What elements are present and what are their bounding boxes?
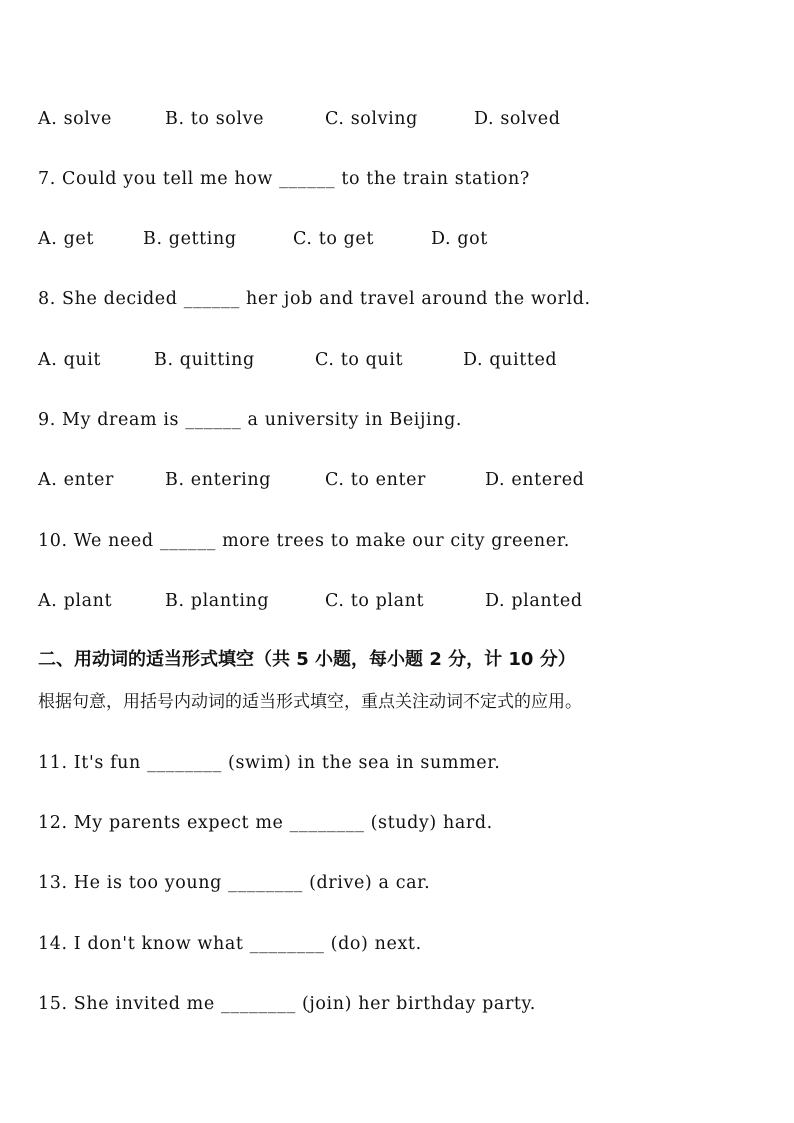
- q8-stem: 8. She decided ______ her job and travel around the world.: [38, 289, 591, 309]
- fill-item-13: 13. He is too young ________ (drive) a car.: [38, 873, 431, 893]
- q8-option-d: D. quitted: [463, 350, 558, 370]
- q7-option-a: A. get: [38, 229, 94, 249]
- q6-option-a: A. solve: [38, 109, 112, 129]
- q10-stem: 10. We need ______ more trees to make our city greener.: [38, 531, 570, 551]
- fill-item-15: 15. She invited me ________ (join) her birthday party.: [38, 994, 536, 1014]
- q10-option-a: A. plant: [38, 591, 113, 611]
- q9-option-b: B. entering: [165, 470, 272, 490]
- q10-option-d: D. planted: [485, 591, 583, 611]
- q6-option-b: B. to solve: [165, 109, 265, 129]
- q8-option-a: A. quit: [38, 350, 102, 370]
- fill-item-14: 14. I don't know what ________ (do) next.: [38, 934, 422, 954]
- q7-option-d: D. got: [431, 229, 488, 249]
- q9-option-a: A. enter: [38, 470, 114, 490]
- q8-option-b: B. quitting: [154, 350, 255, 370]
- q9-option-d: D. entered: [485, 470, 585, 490]
- section-instruction: 根据句意，用括号内动词的适当形式填空，重点关注动词不定式的应用。: [38, 692, 582, 712]
- q7-option-b: B. getting: [143, 229, 237, 249]
- q6-option-c: C. solving: [325, 109, 418, 129]
- q10-option-c: C. to plant: [325, 591, 425, 611]
- q7-option-c: C. to get: [293, 229, 375, 249]
- fill-item-11: 11. It's fun ________ (swim) in the sea in summer.: [38, 753, 501, 773]
- q8-option-c: C. to quit: [315, 350, 404, 370]
- section-heading: 二、用动词的适当形式填空（共 5 小题，每小题 2 分，计 10 分）: [38, 649, 576, 670]
- q9-option-c: C. to enter: [325, 470, 427, 490]
- q9-stem: 9. My dream is ______ a university in Beijing.: [38, 410, 463, 430]
- fill-item-12: 12. My parents expect me ________ (study) hard.: [38, 813, 493, 833]
- q7-stem: 7. Could you tell me how ______ to the train station?: [38, 169, 530, 189]
- q10-option-b: B. planting: [165, 591, 270, 611]
- q6-option-d: D. solved: [474, 109, 561, 129]
